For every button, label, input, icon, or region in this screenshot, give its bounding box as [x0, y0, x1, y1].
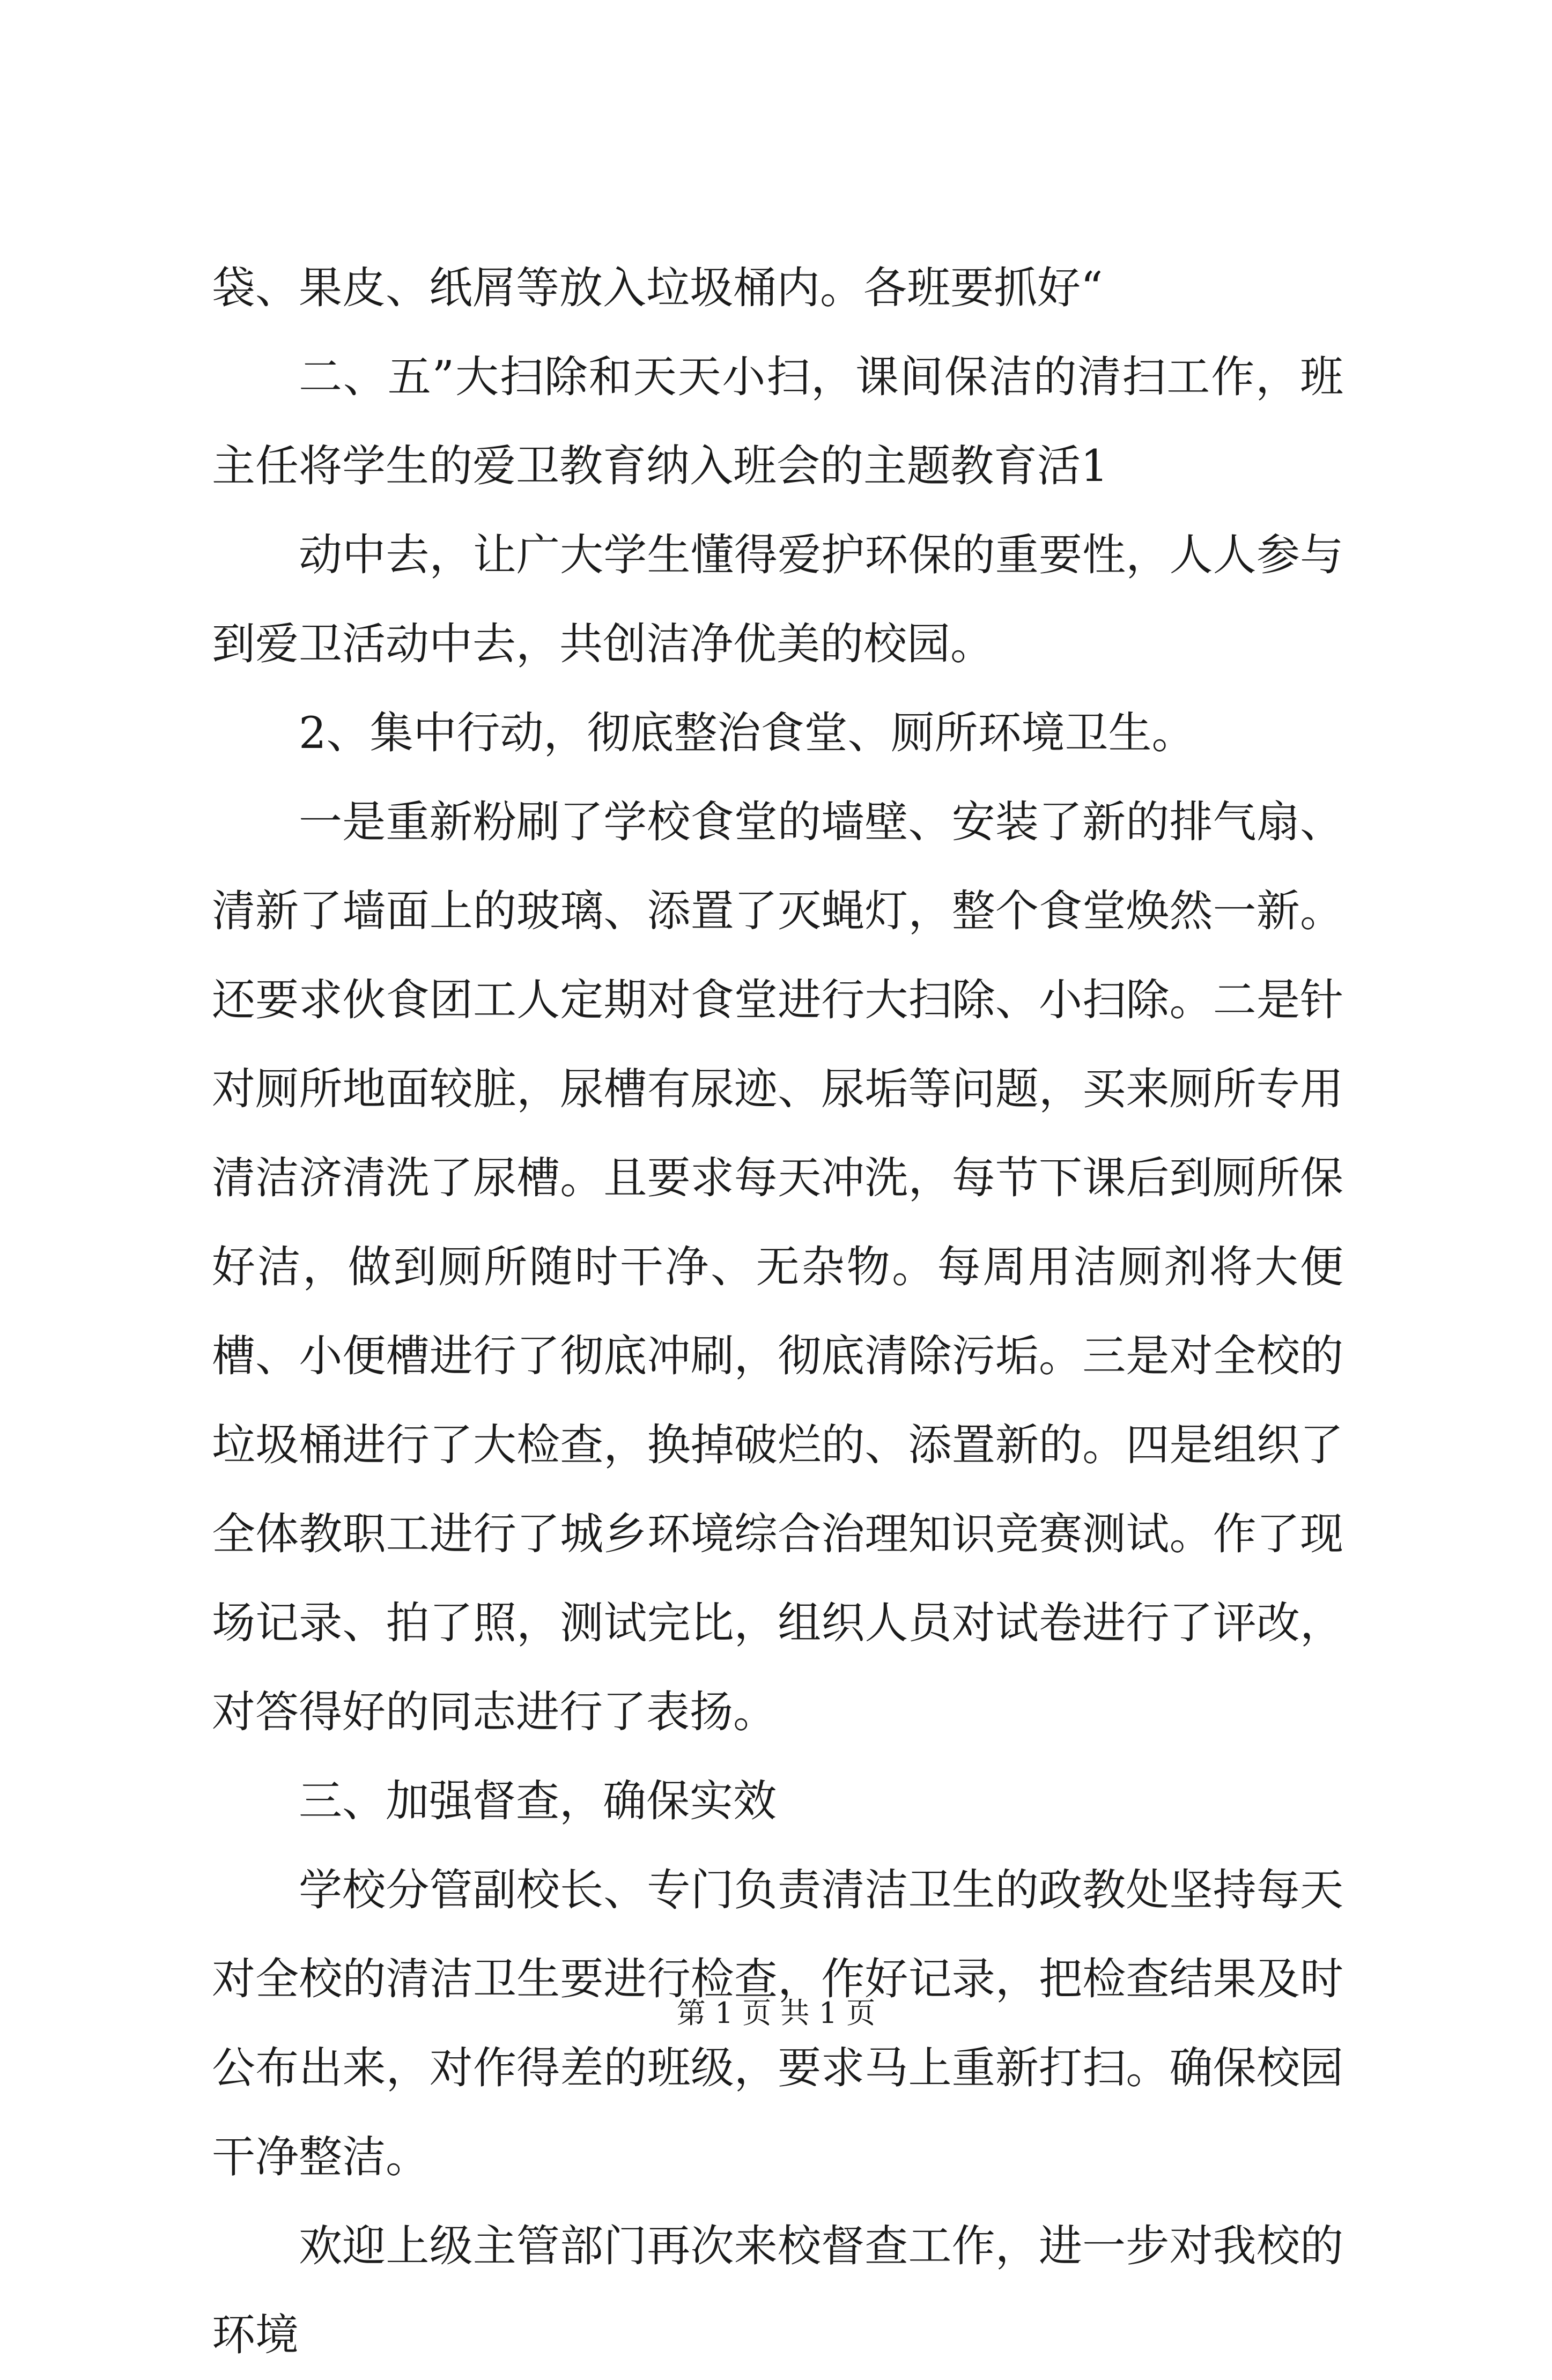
page-footer: 第 1 页 共 1 页 [676, 1996, 876, 2030]
paragraph-1: 袋、果皮、纸屑等放入垃圾桶内。各班要抓好“ [212, 263, 1103, 314]
paragraph-8: 欢迎上级主管部门再次来校督查工作，进一步对我校的环境 [212, 2221, 1343, 2361]
paragraph-5: 一是重新粉刷了学校食堂的墙壁、安装了新的排气扇、清新了墙面上的玻璃、添置了灭蝇灯，整个食堂焕然一新。还要求伙食团工人定期对食堂进行大扫除、小扫除。二是针对厕所地面较脏，尿槽有尿迹、尿垢等问题，买来厕所专用清洁济清洗了尿槽。且要求每天冲洗，每节下课后到厕所保好洁，做到厕所随时干净、无杂物。每周用洁厕剂将大便槽、小便槽进行了彻底冲刷，彻底清除污垢。三是对全校的垃圾桶进行了大检查，换掉破烂的、添置新的。四是组织了全体教职工进行了城乡环境综合治理知识竞赛测试。作了现场记录、拍了照，测试完比，组织人员对试卷进行了评改，对答得好的同志进行了表扬。 [212, 797, 1343, 1738]
paragraph-2: 二、五”大扫除和天天小扫，课间保洁的清扫工作，班主任将学生的爱卫教育纳入班会的主题教育活1 [212, 352, 1343, 492]
section-heading: 三、加强督查，确保实效 [299, 1776, 777, 1827]
paragraph-7: 学校分管副校长、专门负责清洁卫生的政教处坚持每天对全校的清洁卫生要进行检查，作好记录，把检查结果及时公布出来，对作得差的班级，要求马上重新打扫。确保校园干净整洁。 [212, 1865, 1343, 2183]
paragraph-4: 2、集中行动，彻底整治食堂、厕所环境卫生。 [299, 708, 1195, 759]
paragraph-3: 动中去，让广大学生懂得爱护环保的重要性，人人参与到爱卫活动中去，共创洁净优美的校园。 [212, 530, 1343, 670]
document-body [212, 244, 1343, 2380]
